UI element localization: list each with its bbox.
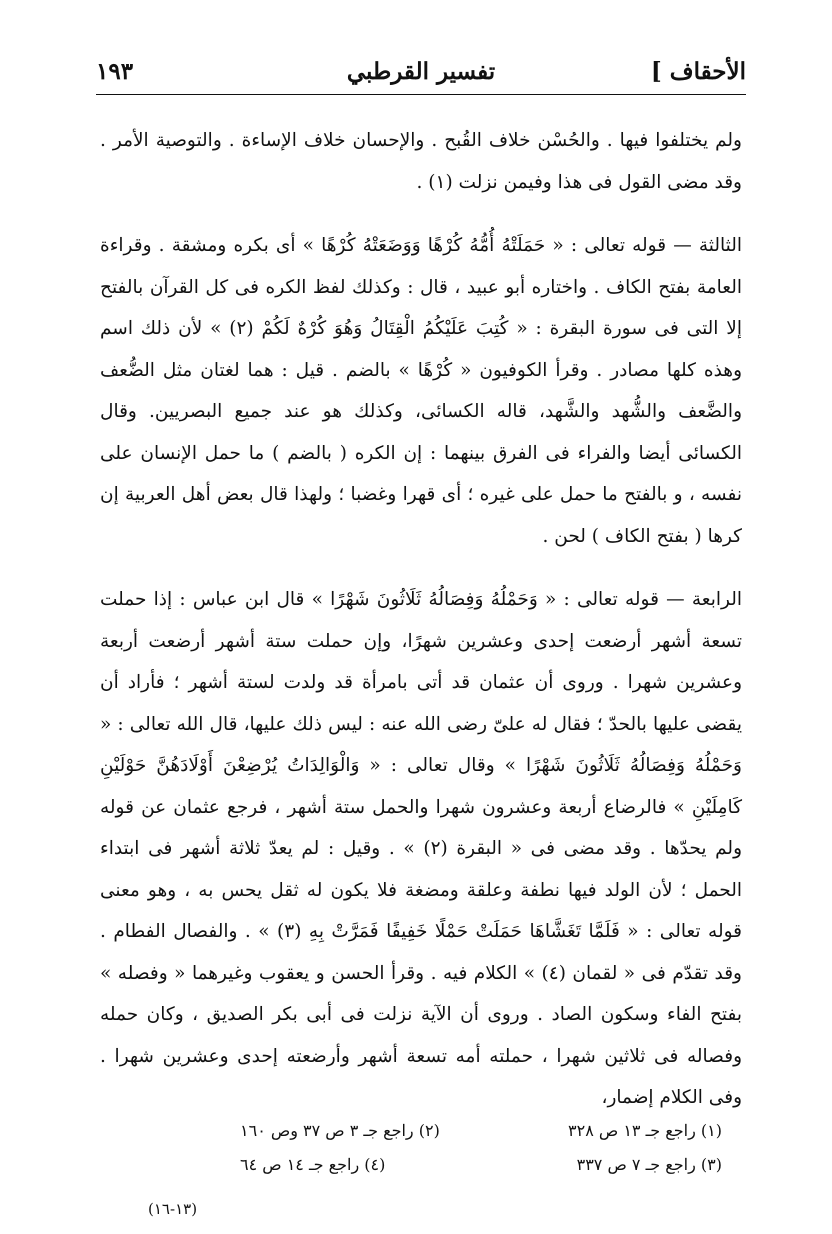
page-header xyxy=(96,54,746,94)
surah-name: الأحقاف ] xyxy=(650,58,746,85)
footnote-row xyxy=(240,1148,722,1182)
paragraph-third-issue: الثالثة — قوله تعالى : « حَمَلَتْهُ أُمُّهُ كُرْهًا وَوَضَعَتْهُ كُرْهًا » أى بكره ومشقة . وقراءة العامة بفتح الكاف . واختاره أبو عبيد ، قال : وكذلك لفظ الكره فى كل القرآن بالفتح إلا التى فى سورة البقرة : « كُتِبَ عَلَيْكُمُ الْقِتَالُ وَهُوَ كُرْهٌ لَكُمْ (٢) » لأن ذلك اسم وهذه كلها مصادر . وقرأ الكوفيون « كُرْهًا » بالضم . قيل : هما لغتان مثل الضُّعف والضَّعف والشُّهد والشَّهد، قاله الكسائى، وكذلك هو عند جميع البصريين. وقال الكسائى أيضا والفراء فى الفرق بينهما : إن الكره ( بالضم ) ما حمل الإنسان على نفسه ، و بالفتح ما حمل على غيره ؛ أى قهرا وغضبا ؛ ولهذا قال بعض أهل العربية إن كرها ( بفتح الكاف ) لحن . xyxy=(100,235,742,547)
footnotes xyxy=(240,1114,722,1182)
footnote-2: (٢) راجع جـ ٣ ص ٣٧ وص ١٦٠ xyxy=(240,1121,440,1140)
footnote-3: (٣) راجع جـ ٧ ص ٣٣٧ xyxy=(576,1155,722,1174)
footnote-row xyxy=(240,1114,722,1148)
printer-signature: (١٣-١٦) xyxy=(148,1200,198,1218)
footnote-4: (٤) راجع جـ ١٤ ص ٦٤ xyxy=(240,1155,386,1174)
paragraph-fourth-issue: الرابعة — قوله تعالى : « وَحَمْلُهُ وَفِصَالُهُ ثَلَاثُونَ شَهْرًا » قال ابن عباس : إذا حملت تسعة أشهر أرضعت إحدى وعشرين شهرًا، وإن حملت ستة أشهر أرضعت أربعة وعشرين شهرا . وروى أن عثمان قد أتى بامرأة قد ولدت لستة أشهر ؛ فأراد أن يقضى عليها بالحدّ ؛ فقال له علىّ رضى الله عنه : ليس ذلك عليها، قال الله تعالى : « وَحَمْلُهُ وَفِصَالُهُ ثَلَاثُونَ شَهْرًا » وقال تعالى : « وَالْوَالِدَاتُ يُرْضِعْنَ أَوْلَادَهُنَّ حَوْلَيْنِ كَامِلَيْنِ » فالرضاع أربعة وعشرون شهرا والحمل ستة أشهر ، فرجع عثمان عن قوله ولم يحدّها . وقد مضى فى « البقرة (٢) » . وقيل : لم يعدّ ثلاثة أشهر فى ابتداء الحمل ؛ لأن الولد فيها نطفة وعلقة ومضغة فلا يكون له ثقل يحس به ، وهو معنى قوله تعالى : « فَلَمَّا تَغَشَّاهَا حَمَلَتْ حَمْلًا خَفِيفًا فَمَرَّتْ بِهِ (٣) » . والفصال الفطام . وقد تقدّم فى « لقمان (٤) » الكلام فيه . وقرأ الحسن و يعقوب وغيرهما « وفصله » بفتح الفاء وسكون الصاد . وروى أن الآية نزلت فى أبى بكر الصديق ، وكان حمله وفصاله فى ثلاثين شهرا ، حملته أمه تسعة أشهر وأرضعته إحدى وعشرين شهرا . وفى الكلام إضمار، xyxy=(100,589,743,1108)
footnote-1: (١) راجع جـ ١٣ ص ٣٢٨ xyxy=(568,1121,722,1140)
page-body xyxy=(100,120,742,1119)
paragraph-intro: ولم يختلفوا فيها . والحُسْن خلاف القُبح . والإحسان خلاف الإساءة . والتوصية الأمر . وقد مضى القول فى هذا وفيمن نزلت (١) . xyxy=(100,130,742,193)
book-title: تفسير القرطبي xyxy=(346,58,496,85)
page-number: ١٩٣ xyxy=(96,58,134,85)
header-divider xyxy=(96,94,746,95)
